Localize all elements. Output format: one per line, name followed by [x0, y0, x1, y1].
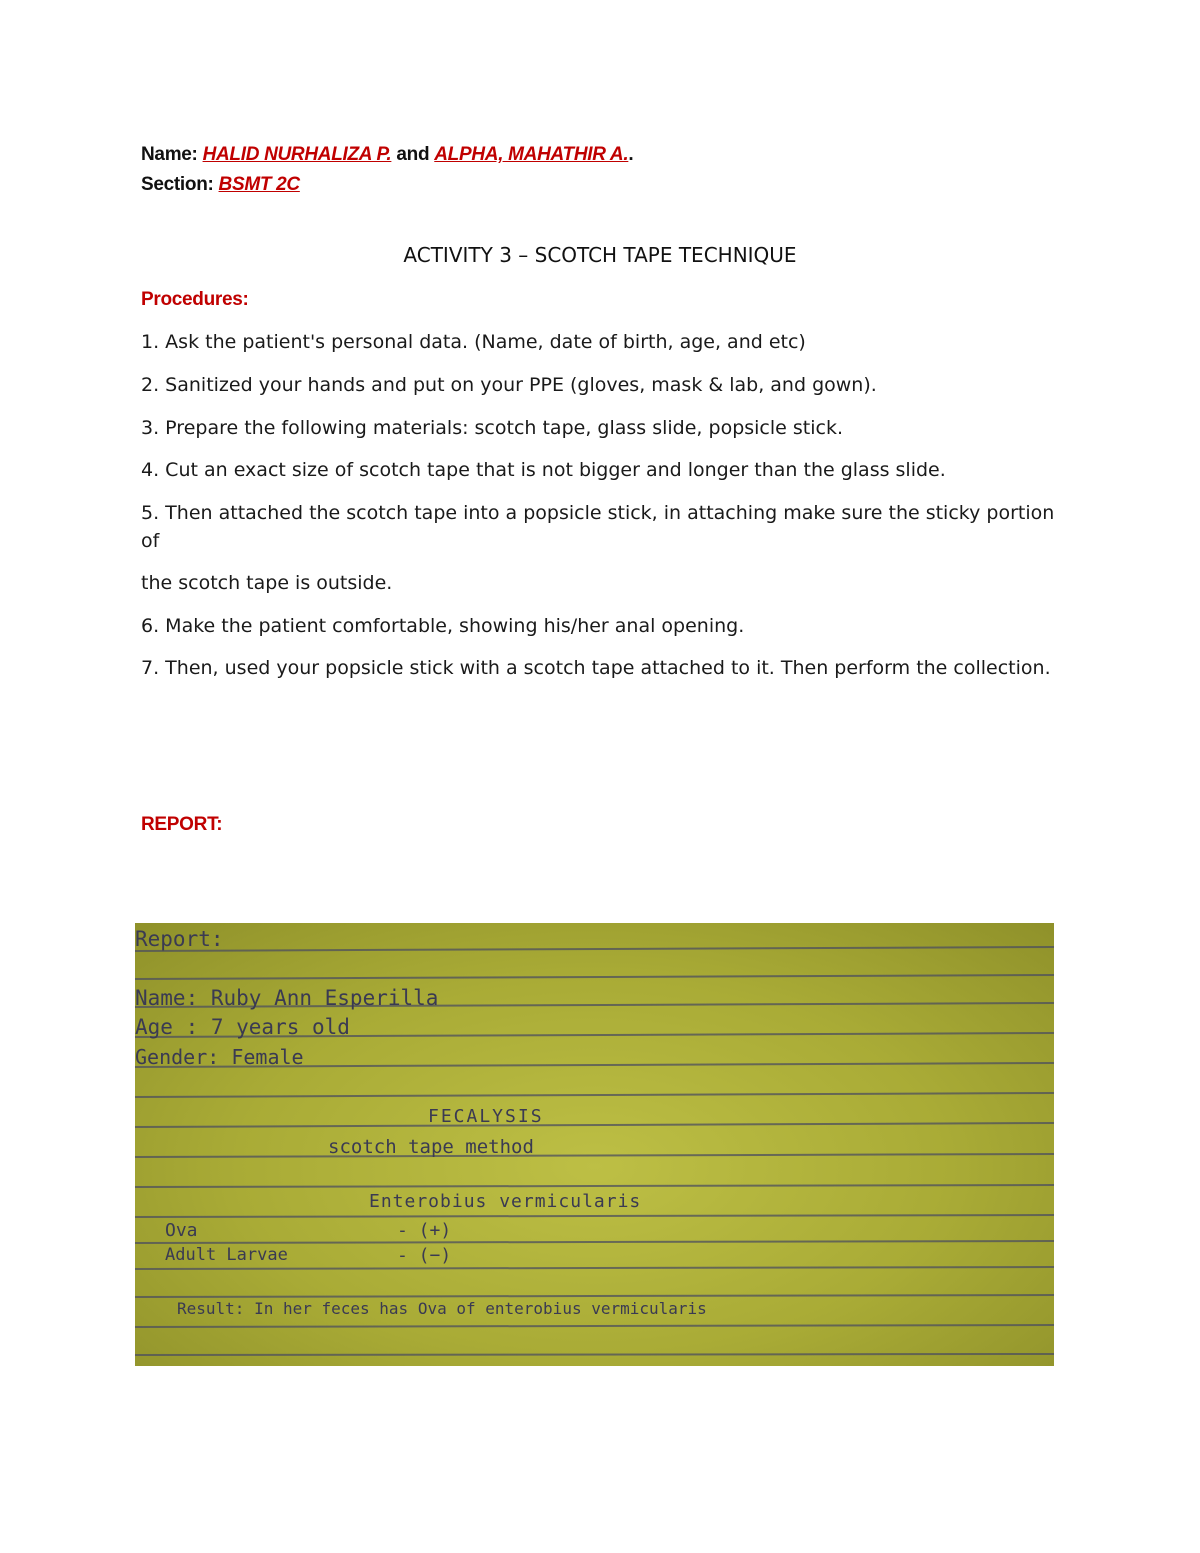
step-text: Cut an exact size of scotch tape that is not bigger and longer than the glass slide.: [159, 459, 946, 481]
procedure-step: [141, 612, 1071, 640]
procedure-step: [141, 414, 1071, 442]
step-number: 5.: [141, 502, 160, 524]
step-text: the scotch tape is outside.: [141, 572, 393, 594]
step-text: Ask the patient's personal data. (Name, date of birth, age, and etc): [159, 331, 806, 353]
student-name-2: ALPHA, MAHATHIR A.: [434, 144, 629, 165]
ova-result-handwritten: - (+): [397, 1220, 452, 1241]
procedure-step: [141, 328, 1071, 356]
step-number: 6.: [141, 615, 160, 637]
patient-age-handwritten: Age : 7 years old: [135, 1015, 350, 1039]
step-text: Prepare the following materials: scotch tape, glass slide, popsicle stick.: [159, 417, 844, 439]
name-line: Name: HALID NURHALIZA P. and ALPHA, MAHATHIR A..: [141, 144, 634, 165]
step-text: Then, used your popsicle stick with a scotch tape attached to it. Then perform the collection.: [159, 657, 1051, 679]
method-handwritten: scotch tape method: [328, 1136, 534, 1158]
section-label: Section:: [141, 174, 214, 195]
procedures-heading: Procedures:: [141, 289, 249, 310]
patient-gender-handwritten: Gender: Female: [135, 1045, 304, 1069]
step-text: Sanitized your hands and put on your PPE (gloves, mask & lab, and gown).: [159, 374, 877, 396]
exam-type-handwritten: FECALYSIS: [428, 1106, 544, 1127]
larvae-label-handwritten: Adult Larvae: [165, 1245, 288, 1265]
procedure-step: [141, 456, 1071, 484]
activity-title: ACTIVITY 3 – SCOTCH TAPE TECHNIQUE: [403, 243, 797, 267]
step-number: 3.: [141, 417, 160, 439]
patient-name-handwritten: Name: Ruby Ann Esperilla: [135, 986, 439, 1010]
procedure-step: [141, 371, 1071, 399]
organism-handwritten: Enterobius vermicularis: [369, 1191, 642, 1212]
handwritten-report-photo: [135, 923, 1054, 1366]
step-text: Make the patient comfortable, showing his/her anal opening.: [159, 615, 745, 637]
ova-label-handwritten: Ova: [165, 1220, 198, 1241]
and-word: and: [396, 144, 430, 165]
procedure-step: [141, 499, 1071, 555]
step-number: 2.: [141, 374, 160, 396]
student-name-1: HALID NURHALIZA P.: [202, 144, 392, 165]
procedure-step: [141, 654, 1071, 682]
report-heading: REPORT:: [141, 814, 223, 835]
result-handwritten: Result: In her feces has Ova of enterobius vermicularis: [177, 1299, 707, 1318]
section-value: BSMT 2C: [218, 174, 300, 195]
step-number: 4.: [141, 459, 160, 481]
larvae-result-handwritten: - (−): [397, 1245, 452, 1266]
step-text: Then attached the scotch tape into a popsicle stick, in attaching make sure the sticky portion of: [141, 502, 1055, 552]
step-number: 1.: [141, 331, 160, 353]
name-label: Name:: [141, 144, 198, 165]
procedure-step-continuation: [141, 569, 1071, 597]
section-line: [141, 174, 300, 196]
step-number: 7.: [141, 657, 160, 679]
report-heading-handwritten: Report:: [135, 927, 224, 951]
